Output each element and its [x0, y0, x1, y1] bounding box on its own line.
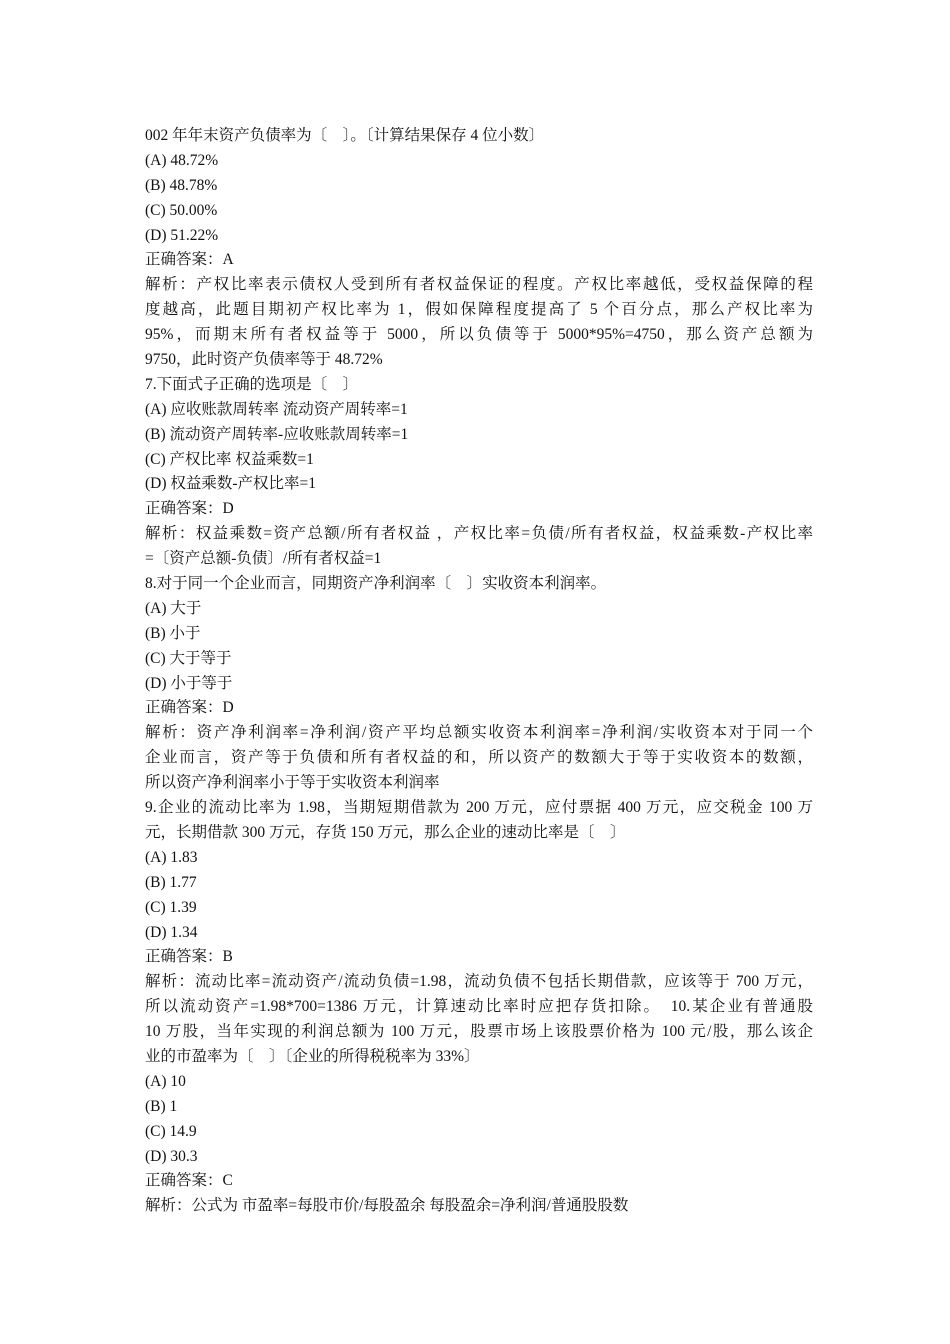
answer-option: (B) 1: [145, 1097, 178, 1115]
answer-option: (B) 流动资产周转率-应收账款周转率=1: [145, 425, 409, 443]
correct-answer: 正确答案：B: [145, 948, 233, 966]
text-line: 度越高，此题目期初产权比率为 1，假如保障程度提高了 5 个百分点，那么产权比率为: [145, 301, 813, 319]
text-line: 业的市盈率为〔 〕〔企业的所得税税率为 33%〕: [145, 1047, 480, 1065]
explanation-line: 解析：权益乘数=资产总额/所有者权益 ，产权比率=负债/所有者权益，权益乘数-产权比率: [145, 525, 813, 543]
correct-answer: 正确答案：D: [145, 699, 234, 717]
answer-option: (D) 权益乘数-产权比率=1: [145, 475, 317, 493]
answer-option: (A) 1.83: [145, 848, 198, 866]
text-line: 10 万股，当年实现的利润总额为 100 万元，股票市场上该股票价格为 100 元/股，那么该企: [145, 1023, 813, 1041]
explanation-line: 解析：流动比率=流动资产/流动负债=1.98，流动负债不包括长期借款，应该等于 700 万元，: [145, 973, 813, 991]
correct-answer: 正确答案：A: [145, 251, 234, 269]
text-line: =〔资产总额-负债〕/所有者权益=1: [145, 550, 382, 568]
question-line: 8.对于同一个企业而言，同期资产净利润率〔 〕实收资本利润率。: [145, 575, 607, 593]
document-page: [145, 124, 813, 1219]
answer-option: (D) 51.22%: [145, 226, 219, 244]
explanation-line: 解析：公式为 市盈率=每股市价/每股盈余 每股盈余=净利润/普通股股数: [145, 1197, 629, 1215]
answer-option: (B) 小于: [145, 624, 201, 642]
text-line: 元，长期借款 300 万元，存货 150 万元，那么企业的速动比率是〔 〕: [145, 823, 626, 841]
answer-option: (B) 1.77: [145, 873, 197, 891]
explanation-line: 解析：资产净利润率=净利润/资产平均总额实收资本利润率=净利润/实收资本对于同一个: [145, 724, 813, 742]
answer-option: (D) 30.3: [145, 1147, 198, 1165]
answer-option: (C) 14.9: [145, 1122, 197, 1140]
text-line: 9750，此时资产负债率等于 48.72%: [145, 351, 383, 369]
text-line: 002 年年末资产负债率为〔 〕。〔计算结果保存 4 位小数〕: [145, 127, 545, 144]
answer-option: (A) 应收账款周转率 流动资产周转率=1: [145, 400, 408, 418]
correct-answer: 正确答案：C: [145, 1172, 233, 1190]
answer-option: (A) 10: [145, 1072, 186, 1090]
answer-option: (D) 1.34: [145, 923, 198, 941]
answer-option: (B) 48.78%: [145, 176, 218, 194]
answer-option: (A) 大于: [145, 599, 202, 617]
answer-option: (A) 48.72%: [145, 151, 219, 169]
text-line: 所以流动资产=1.98*700=1386 万元，计算速动比率时应把存货扣除。 10.某企业有普通股: [145, 998, 813, 1016]
answer-option: (C) 1.39: [145, 898, 197, 916]
question-line: 9.企业的流动比率为 1.98，当期短期借款为 200 万元，应付票据 400 万元，应交税金 100 万: [145, 799, 813, 817]
answer-option: (C) 大于等于: [145, 649, 232, 667]
answer-option: (C) 产权比率 权益乘数=1: [145, 450, 314, 468]
question-line: 7.下面式子正确的选项是〔 〕: [145, 375, 359, 393]
text-line: 所以资产净利润率小于等于实收资本利润率: [145, 774, 440, 792]
text-line: 95%，而期末所有者权益等于 5000，所以负债等于 5000*95%=4750，那么资产总额为: [145, 326, 813, 344]
answer-option: (D) 小于等于: [145, 674, 233, 692]
text-line: 企业而言，资产等于负债和所有者权益的和，所以资产的数额大于等于实收资本的数额，: [145, 749, 813, 767]
explanation-line: 解析：产权比率表示债权人受到所有者权益保证的程度。产权比率越低，受权益保障的程: [145, 276, 813, 294]
answer-option: (C) 50.00%: [145, 201, 218, 219]
correct-answer: 正确答案：D: [145, 500, 234, 518]
